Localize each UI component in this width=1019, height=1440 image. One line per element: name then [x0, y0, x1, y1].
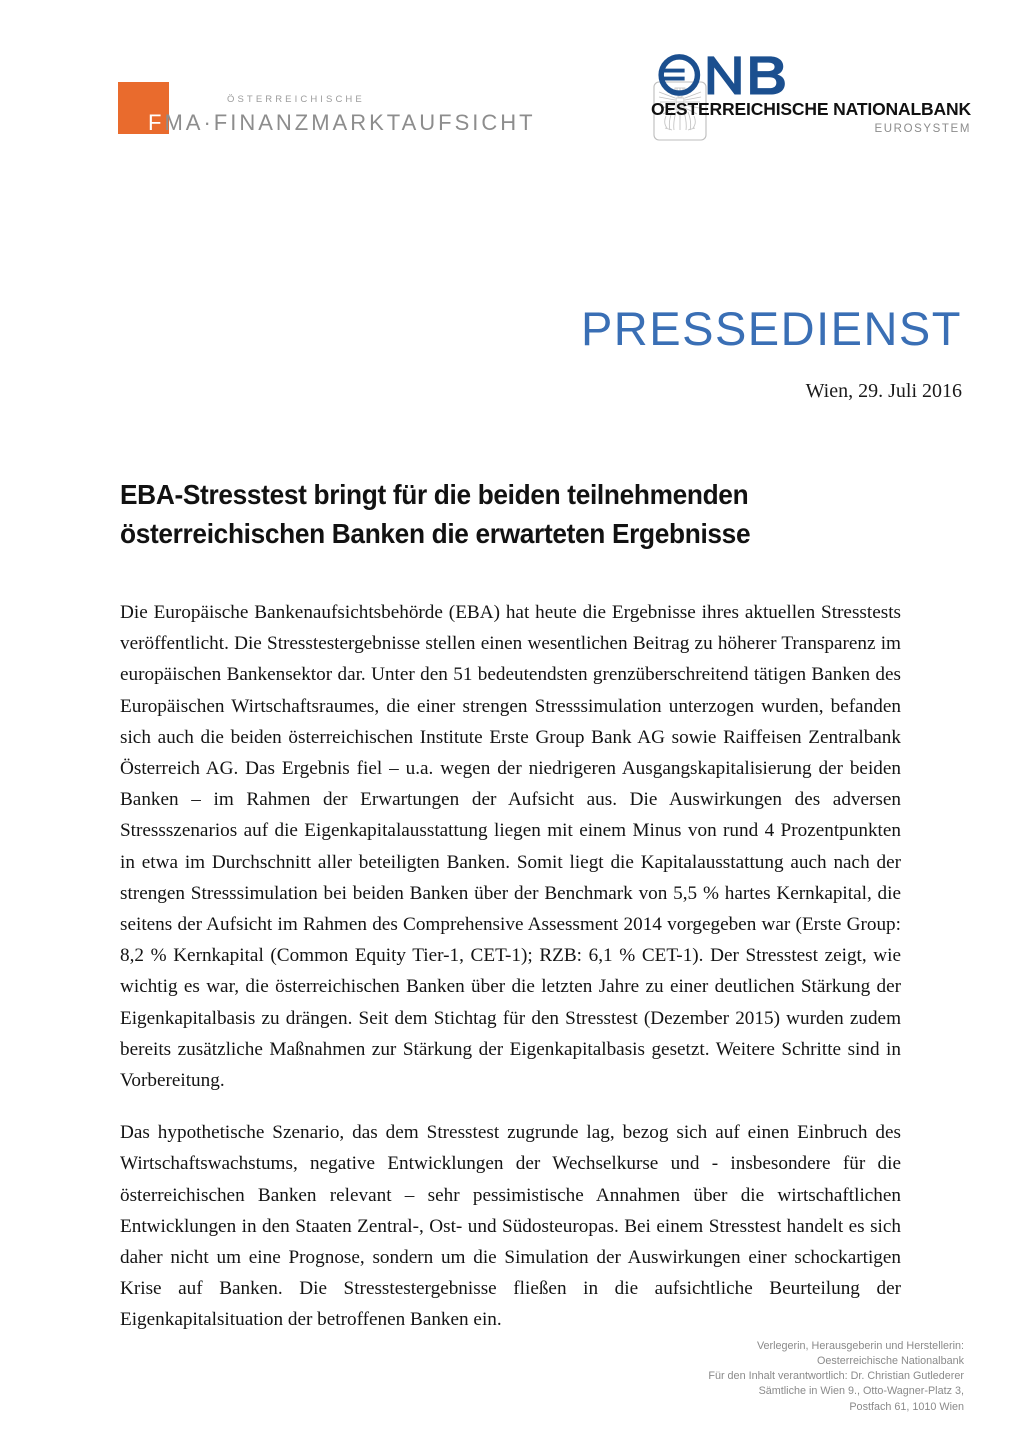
headline-line-2: österreichischen Banken die erwarteten Ergebnisse	[120, 518, 751, 550]
fma-letter-f: F	[148, 110, 165, 135]
imprint-line-1: Verlegerin, Herausgeberin und Herstellerin:	[756, 1339, 964, 1352]
dateline: Wien, 29. Juli 2016	[805, 380, 962, 402]
oenb-name-label: OESTERREICHISCHE NATIONALBANK	[650, 99, 971, 119]
imprint-line-4: Sämtliche in Wien 9., Otto-Wagner-Platz 3,	[758, 1385, 964, 1398]
imprint-line-3: Für den Inhalt verantwortlich: Dr. Christian Gutlederer	[708, 1370, 964, 1383]
fma-wordmark-rest: MA·FINANZMARKTAUFSICHT	[164, 110, 536, 135]
headline-line-1: EBA-Stresstest bringt für die beiden teilnehmenden	[120, 479, 749, 511]
oenb-mark-icon	[651, 52, 828, 98]
article-body	[120, 597, 901, 1336]
imprint-footer	[708, 1339, 964, 1415]
imprint-line-5: Postfach 61, 1010 Wien	[849, 1400, 964, 1413]
oenb-eurosystem-label: EUROSYSTEM	[874, 123, 971, 136]
oenb-logo	[651, 52, 971, 135]
fma-main-label	[148, 110, 536, 136]
fma-logo	[118, 82, 536, 144]
body-paragraph-1: Die Europäische Bankenaufsichtsbehörde (EBA) hat heute die Ergebnisse ihres aktuellen Stresstests veröffentlicht. Die Stresstestergebnisse stellen einen wesentlichen Beitrag zu höherer Transparenz im europäischen Bankensektor dar. Unter den 51 bedeutendsten grenzüberschreitend tätigen Banken des Europäischen Wirtschaftsraumes, die einer strengen Stresssimulation unterzogen wurden, befanden sich auch die beiden österreichischen Institute Erste Group Bank AG sowie Raiffeisen Zentralbank Österreich AG. Das Ergebnis fiel – u.a. wegen der niedrigeren Ausgangskapitalisierung der beiden Banken – im Rahmen der Erwartungen der Aufsicht aus. Die Auswirkungen des adversen Stressszenarios auf die Eigenkapitalausstattung liegen mit einem Minus von rund 4 Prozentpunkten in etwa im Durchschnitt aller beteiligten Banken. Somit liegt die Kapitalausstattung auch nach der strengen Stresssimulation bei beiden Banken über der Benchmark von 5,5 % hartes Kernkapital, die seitens der Aufsicht im Rahmen des Comprehensive Assessment 2014 vorgegeben war (Erste Group: 8,2 % Kernkapital (Common Equity Tier-1, CET-1); RZB: 6,1 % CET-1). Der Stresstest zeigt, wie wichtig es war, die österreichischen Banken über die letzten Jahre zu einer deutlichen Stärkung der Eigenkapitalbasis zu drängen. Seit dem Stichtag für den Stresstest (Dezember 2015) wurden zudem bereits zusätzliche Maßnahmen zur Stärkung der Eigenkapitalbasis gesetzt. Weitere Schritte sind in Vorbereitung.	[120, 602, 901, 1092]
page-title	[120, 475, 910, 553]
document-header	[0, 0, 1019, 175]
pressedienst-title: PRESSEDIENST	[580, 302, 962, 355]
imprint-line-2: Oesterreichische Nationalbank	[816, 1354, 964, 1367]
body-paragraph-2: Das hypothetische Szenario, das dem Stresstest zugrunde lag, bezog sich auf einen Einbruch des Wirtschaftswachstums, negative Entwicklungen der Wechselkurse und - insbesondere für die österreichischen Banken relevant – sehr pessimistische Annahmen über die wirtschaftlichen Entwicklungen in den Staaten Zentral-, Ost- und Südosteuropas. Bei einem Stresstest handelt es sich daher nicht um eine Prognose, sondern um die Simulation der Auswirkungen einer schockartigen Krise auf Banken. Die Stresstestergebnisse fließen in die aufsichtliche Beurteilung der Eigenkapitalsituation der betroffenen Banken ein.	[120, 1122, 901, 1331]
fma-supra-label: ÖSTERREICHISCHE	[227, 94, 365, 105]
